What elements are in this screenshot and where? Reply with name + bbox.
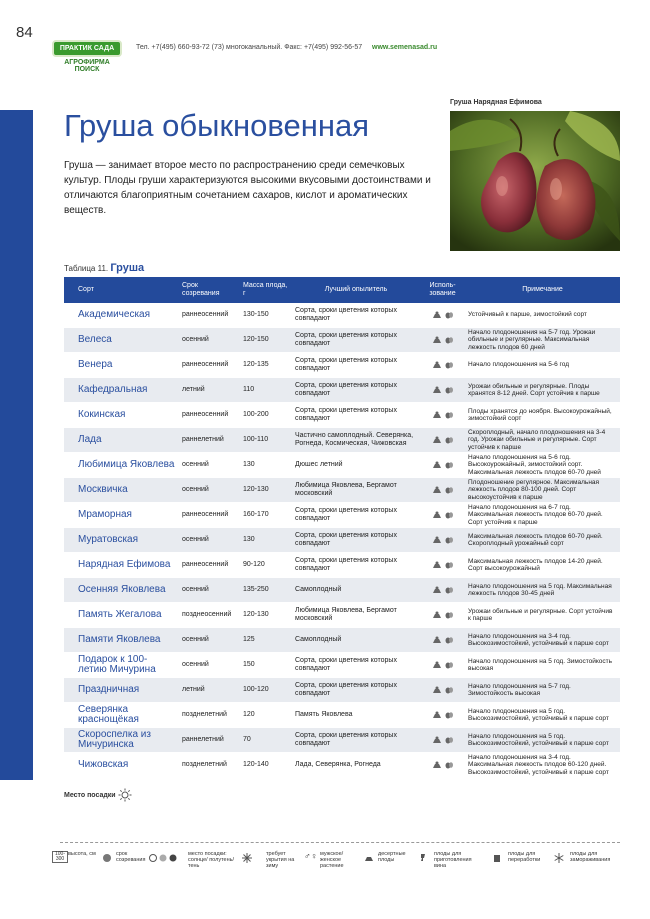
table-row: [64, 628, 620, 653]
processing-icon: [444, 435, 454, 444]
usage-cell: [420, 503, 465, 528]
header-mass: Масса плода, г: [240, 277, 292, 303]
pollinator-cell: Память Яковлева: [292, 703, 420, 728]
note-cell: Скороплодный, начало плодоношения на 3-4 год. Урожаи обильные и регулярные. Сорт устойчив к парше: [465, 428, 620, 453]
processing-icon: [444, 360, 454, 369]
mass-cell: 130: [240, 453, 292, 478]
usage-cell: [420, 428, 465, 453]
mass-cell: 130-150: [240, 303, 292, 328]
gender-icon: ♂♀: [304, 851, 318, 861]
ripening-cell: раннеосенний: [179, 553, 240, 578]
pollinator-cell: Сорта, сроки цветения которых совпадают: [292, 528, 420, 553]
mass-cell: 135-250: [240, 578, 292, 603]
legend-ripening: срок созревания: [116, 851, 146, 863]
mass-cell: 150: [240, 653, 292, 678]
page-title: Груша обыкновенная: [64, 108, 369, 143]
intro-paragraph: Груша — занимает второе место по распространению среди семечковых культур. Плоды груши характеризуются высокими вкусовыми достоинствами и отличаются благоприятным сочетанием сахаров, кислот и ароматических веществ.: [64, 160, 431, 216]
planting-label: [64, 788, 132, 802]
company-logo[interactable]: [52, 40, 122, 73]
usage-cell: [420, 403, 465, 428]
processing-icon: [444, 685, 454, 694]
table-caption: [64, 262, 144, 274]
note-cell: Устойчивый к парше, зимостойкий сорт: [465, 303, 620, 328]
usage-cell: [420, 478, 465, 503]
note-cell: Начало плодоношения на 3-4 год. Максимальная лежкость плодов 60-120 дней. Высокозимостойкий, устойчивый к парше сорт: [465, 753, 620, 778]
note-cell: Начало плодоношения на 6-7 год. Максимальная лежкость плодов 60-70 дней. Сорт устойчив к парше: [465, 503, 620, 528]
wine-icon: [418, 853, 428, 863]
pollinator-cell: Сорта, сроки цветения которых совпадают: [292, 328, 420, 353]
table-caption-prefix: Таблица 11.: [64, 264, 109, 273]
table-row: [64, 478, 620, 503]
usage-cell: [420, 328, 465, 353]
snowflake-icon: [242, 853, 252, 863]
dessert-icon: [432, 760, 442, 769]
dessert-icon: [432, 535, 442, 544]
variety-cell: Мраморная: [64, 503, 179, 528]
note-cell: Начало плодоношения на 5-6 год. Высокоурожайный, зимостойкий сорт. Максимальная лежкость плодов 60-70 дней: [465, 453, 620, 478]
pollinator-cell: Сорта, сроки цветения которых совпадают: [292, 553, 420, 578]
note-cell: Начало плодоношения на 5-7 год. Зимостойкость высокая: [465, 678, 620, 703]
usage-cell: [420, 603, 465, 628]
note-cell: Начало плодоношения на 5 год. Зимостойкость высокая: [465, 653, 620, 678]
photo-caption: Груша Нарядная Ефимова: [450, 99, 542, 106]
processing-icon: [444, 410, 454, 419]
dessert-icon: [432, 360, 442, 369]
pollinator-cell: Любимица Яковлева, Бергамот московский: [292, 603, 420, 628]
variety-cell: Нарядная Ефимова: [64, 553, 179, 578]
header-pollinator: Лучший опылитель: [292, 277, 420, 303]
table-row: [64, 303, 620, 328]
mass-cell: 90-120: [240, 553, 292, 578]
table-row: [64, 578, 620, 603]
mass-cell: 130: [240, 528, 292, 553]
page-number: 84: [16, 24, 33, 41]
header-ripening: Срок созревания: [179, 277, 240, 303]
note-cell: Начало плодоношения на 5 год. Максимальная лежкость плодов 30-45 дней: [465, 578, 620, 603]
pollinator-cell: Сорта, сроки цветения которых совпадают: [292, 353, 420, 378]
processing-icon: [444, 585, 454, 594]
ripening-icon: [102, 853, 112, 863]
dessert-icon: [432, 685, 442, 694]
variety-cell: Северянка краснощёкая: [64, 703, 179, 728]
ripening-cell: позднеосенний: [179, 603, 240, 628]
table-row: [64, 378, 620, 403]
contacts: Тел. +7(495) 660-93-72 (73) многоканальный. Факс: +7(495) 992-56-57: [136, 44, 363, 51]
usage-cell: [420, 678, 465, 703]
pollinator-cell: Сорта, сроки цветения которых совпадают: [292, 403, 420, 428]
variety-cell: Кафедральная: [64, 378, 179, 403]
pollinator-cell: Сорта, сроки цветения которых совпадают: [292, 728, 420, 753]
dessert-icon: [432, 560, 442, 569]
mass-cell: 160-170: [240, 503, 292, 528]
note-cell: Максимальная лежкость плодов 14-20 дней. Сорт высокоурожайный: [465, 553, 620, 578]
table-row: [64, 528, 620, 553]
note-cell: Начало плодоношения на 5-7 год. Урожаи обильные и регулярные. Максимальная лежкость плодов 60 дней: [465, 328, 620, 353]
mass-cell: 70: [240, 728, 292, 753]
mass-cell: 120-130: [240, 478, 292, 503]
dessert-icon: [432, 435, 442, 444]
legend-divider: [60, 842, 620, 843]
variety-cell: Осенняя Яковлева: [64, 578, 179, 603]
variety-cell: Лада: [64, 428, 179, 453]
ripening-cell: осенний: [179, 528, 240, 553]
table-row: [64, 728, 620, 753]
header-usage: Исполь-зование: [420, 277, 465, 303]
processing-icon: [444, 660, 454, 669]
website-link[interactable]: www.semenasad.ru: [372, 44, 438, 51]
variety-cell: Муратовская: [64, 528, 179, 553]
mass-cell: 120-135: [240, 353, 292, 378]
processing-icon: [444, 485, 454, 494]
table-row: [64, 353, 620, 378]
legend-processing: плоды для переработки: [508, 851, 541, 863]
processing-icon: [444, 735, 454, 744]
note-cell: Урожаи обильные и регулярные. Сорт устойчив к парше: [465, 603, 620, 628]
dessert-icon: [432, 610, 442, 619]
processing-icon: [444, 560, 454, 569]
legend-freezing: плоды для замораживания: [570, 851, 611, 863]
variety-cell: Памяти Яковлева: [64, 628, 179, 653]
pollinator-cell: Сорта, сроки цветения которых совпадают: [292, 303, 420, 328]
variety-cell: Чижовская: [64, 753, 179, 778]
logo-company: АГРОФИРМА ПОИСК: [64, 59, 110, 73]
dessert-icon: [432, 735, 442, 744]
pollinator-cell: Самоплодный: [292, 628, 420, 653]
ripening-cell: осенний: [179, 628, 240, 653]
legend-gender: мужское/ женское растение: [320, 851, 344, 869]
header-note: Примечание: [465, 277, 620, 303]
ripening-cell: летний: [179, 378, 240, 403]
usage-cell: [420, 378, 465, 403]
ripening-cell: раннелетний: [179, 428, 240, 453]
table-row: [64, 428, 620, 453]
legend-wine: плоды для приготовления вина: [434, 851, 472, 869]
table-row: [64, 603, 620, 628]
dessert-icon: [432, 635, 442, 644]
processing-icon: [444, 535, 454, 544]
ripening-cell: раннеосенний: [179, 303, 240, 328]
ripening-cell: осенний: [179, 578, 240, 603]
dessert-icon: [432, 385, 442, 394]
legend-planting: место посадки: солнце/ полутень/ тень: [188, 851, 235, 869]
pollinator-cell: Лада, Северянка, Рогнеда: [292, 753, 420, 778]
variety-cell: Любимица Яковлева: [64, 453, 179, 478]
table-row: [64, 653, 620, 678]
processing-icon: [444, 710, 454, 719]
variety-cell: Венера: [64, 353, 179, 378]
legend: [52, 851, 622, 875]
mass-cell: 120: [240, 703, 292, 728]
usage-cell: [420, 703, 465, 728]
dessert-icon: [432, 585, 442, 594]
pollinator-cell: Сорта, сроки цветения которых совпадают: [292, 378, 420, 403]
table-row: [64, 703, 620, 728]
note-cell: Максимальная лежкость плодов 60-70 дней. Скороплодный урожайный сорт: [465, 528, 620, 553]
ripening-cell: раннелетний: [179, 728, 240, 753]
dessert-icon: [432, 410, 442, 419]
dessert-icon: [432, 335, 442, 344]
side-accent-bar: [0, 110, 33, 780]
note-cell: Плодоношение регулярное. Максимальная лежкость плодов 80-100 дней. Сорт высокоустойчив к парше: [465, 478, 620, 503]
processing-icon: [492, 853, 502, 863]
dessert-icon: [432, 710, 442, 719]
mass-cell: 100-110: [240, 428, 292, 453]
usage-cell: [420, 653, 465, 678]
ripening-cell: позднелетний: [179, 753, 240, 778]
table-caption-name: Груша: [110, 262, 145, 274]
ripening-cell: летний: [179, 678, 240, 703]
usage-cell: [420, 753, 465, 778]
mass-cell: 100-200: [240, 403, 292, 428]
note-cell: Начало плодоношения на 5 год. Высокозимостойкий, устойчивый к парше сорт: [465, 728, 620, 753]
table-row: [64, 453, 620, 478]
processing-icon: [444, 335, 454, 344]
usage-cell: [420, 303, 465, 328]
table-row: [64, 328, 620, 353]
variety-cell: Москвичка: [64, 478, 179, 503]
pollinator-cell: Самоплодный: [292, 578, 420, 603]
mass-cell: 100-120: [240, 678, 292, 703]
table-row: [64, 753, 620, 778]
mass-cell: 120-150: [240, 328, 292, 353]
legend-cover: требует укрытия на зиму: [266, 851, 295, 869]
variety-cell: Велеса: [64, 328, 179, 353]
sun-icon: [118, 788, 132, 802]
table-row: [64, 403, 620, 428]
processing-icon: [444, 310, 454, 319]
processing-icon: [444, 760, 454, 769]
dessert-icon: [364, 853, 374, 863]
sun-shade-icon: [148, 853, 178, 863]
dessert-icon: [432, 485, 442, 494]
legend-height-box: 100-300: [52, 851, 68, 863]
note-cell: Начало плодоношения на 3-4 год. Высокозимостойкий, устойчивый к парше сорт: [465, 628, 620, 653]
processing-icon: [444, 610, 454, 619]
table-row: [64, 553, 620, 578]
pear-varieties-table: [64, 277, 620, 778]
ripening-cell: раннеосенний: [179, 403, 240, 428]
header-variety: Сорт: [64, 277, 179, 303]
dessert-icon: [432, 510, 442, 519]
variety-cell: Скороспелка из Мичуринска: [64, 728, 179, 753]
mass-cell: 120-140: [240, 753, 292, 778]
table-header-row: [64, 277, 620, 303]
ripening-cell: позднелетний: [179, 703, 240, 728]
usage-cell: [420, 578, 465, 603]
note-cell: Начало плодоношения на 5 год. Высокозимостойкий, устойчивый к парше сорт: [465, 703, 620, 728]
pollinator-cell: Сорта, сроки цветения которых совпадают: [292, 653, 420, 678]
ripening-cell: осенний: [179, 453, 240, 478]
legend-dessert: десертные плоды: [378, 851, 406, 863]
pollinator-cell: Сорта, сроки цветения которых совпадают: [292, 678, 420, 703]
variety-cell: Подарок к 100-летию Мичурина: [64, 653, 179, 678]
table-row: [64, 503, 620, 528]
pollinator-cell: Сорта, сроки цветения которых совпадают: [292, 503, 420, 528]
ripening-cell: осенний: [179, 478, 240, 503]
pollinator-cell: Любимица Яковлева, Бергамот московский: [292, 478, 420, 503]
note-cell: Урожаи обильные и регулярные. Плоды хранятся 8-12 дней. Сорт устойчив к парше: [465, 378, 620, 403]
table-row: [64, 678, 620, 703]
usage-cell: [420, 553, 465, 578]
variety-cell: Память Жегалова: [64, 603, 179, 628]
usage-cell: [420, 453, 465, 478]
planting-text: Место посадки: [64, 791, 116, 799]
dessert-icon: [432, 660, 442, 669]
variety-cell: Праздничная: [64, 678, 179, 703]
dessert-icon: [432, 310, 442, 319]
mass-cell: 110: [240, 378, 292, 403]
mass-cell: 120-130: [240, 603, 292, 628]
pear-photo: [450, 111, 620, 251]
processing-icon: [444, 460, 454, 469]
variety-cell: Академическая: [64, 303, 179, 328]
usage-cell: [420, 353, 465, 378]
legend-height: высота, см: [68, 851, 96, 857]
note-cell: Начало плодоношения на 5-6 год: [465, 353, 620, 378]
freezing-icon: [554, 853, 564, 863]
usage-cell: [420, 628, 465, 653]
dessert-icon: [432, 460, 442, 469]
variety-cell: Кокинская: [64, 403, 179, 428]
note-cell: Плоды хранятся до ноября. Высокоурожайный, зимостойкий сорт: [465, 403, 620, 428]
ripening-cell: осенний: [179, 328, 240, 353]
mass-cell: 125: [240, 628, 292, 653]
usage-cell: [420, 728, 465, 753]
pollinator-cell: Частично самоплодный. Северянка, Рогнеда, Космическая, Чижовская: [292, 428, 420, 453]
usage-cell: [420, 528, 465, 553]
processing-icon: [444, 385, 454, 394]
ripening-cell: раннеосенний: [179, 503, 240, 528]
ripening-cell: раннеосенний: [179, 353, 240, 378]
logo-brand: ПРАКТИК САДА: [52, 40, 122, 57]
pollinator-cell: Дюшес летний: [292, 453, 420, 478]
processing-icon: [444, 635, 454, 644]
processing-icon: [444, 510, 454, 519]
ripening-cell: осенний: [179, 653, 240, 678]
